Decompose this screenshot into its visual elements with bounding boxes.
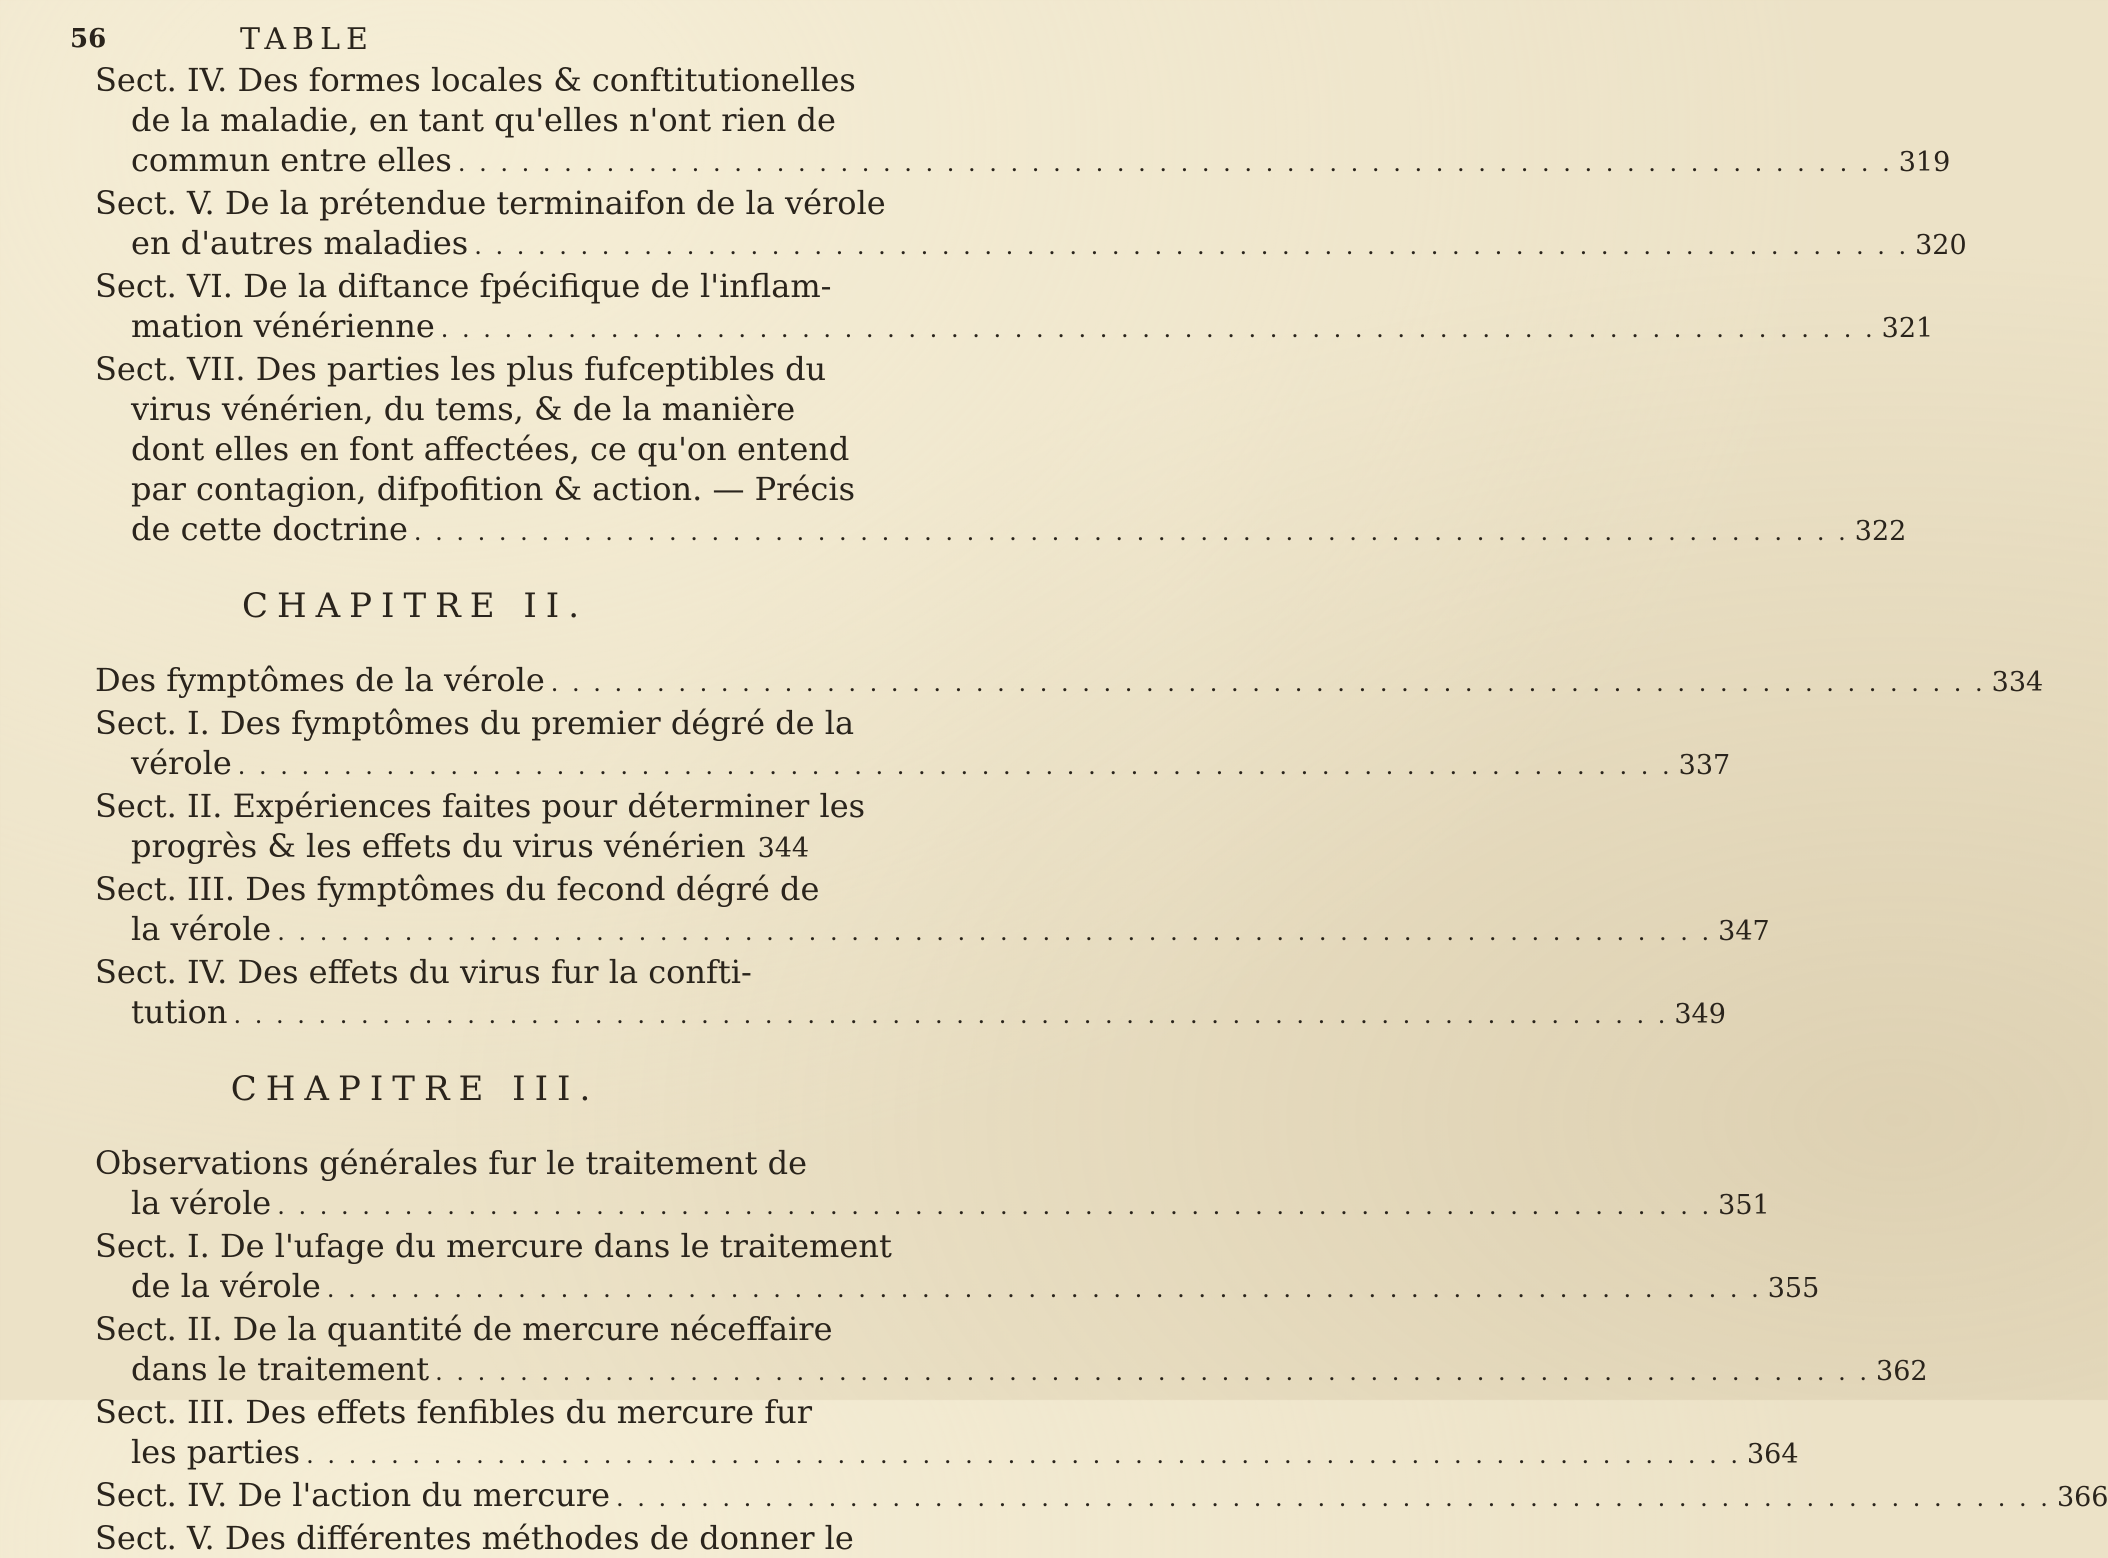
entry-last-line bbox=[95, 1432, 1799, 1475]
entry-line: Observations générales fur le traitement de bbox=[95, 1144, 808, 1182]
entry-page-number: 320 bbox=[1915, 230, 1967, 261]
entry-text: tution bbox=[131, 993, 228, 1031]
toc-entry bbox=[95, 660, 2044, 703]
entry-page-number: 366 bbox=[2056, 1482, 2108, 1513]
entry-text: dans le traitement bbox=[131, 1350, 430, 1388]
toc-entry bbox=[95, 266, 1934, 349]
entry-page-number: 321 bbox=[1881, 313, 1934, 344]
entry-last-line bbox=[95, 992, 1726, 1035]
entry-text: commun entre elles bbox=[131, 141, 452, 179]
leader-dots bbox=[441, 309, 1876, 349]
leader-dots bbox=[277, 1186, 1712, 1226]
entry-line: Sect. II. Expériences faites pour déterminer les bbox=[95, 787, 866, 825]
entry-last-line bbox=[95, 909, 1770, 952]
entry-page-number: 319 bbox=[1898, 147, 1951, 178]
entry-line: Sect. III. Des effets fenfibles du mercure fur bbox=[95, 1393, 813, 1431]
toc-entry bbox=[95, 349, 1907, 552]
leader-dots bbox=[238, 746, 1673, 786]
entry-text: Sect. IV. De l'action du mercure bbox=[95, 1476, 611, 1514]
entry-last-line bbox=[95, 223, 1967, 266]
entry-line: dont elles en font affectées, ce qu'on entend bbox=[131, 430, 850, 468]
entry-page-number: 347 bbox=[1718, 916, 1770, 947]
entry-line: de la maladie, en tant qu'elles n'ont rien de bbox=[131, 101, 836, 139]
entry-last-line bbox=[95, 660, 2044, 703]
entry-line: Sect. IV. Des formes locales & conftitutionelles bbox=[95, 61, 856, 99]
chapter-heading: CHAPITRE II. bbox=[241, 586, 589, 626]
entry-text: la vérole bbox=[131, 910, 272, 948]
toc-entry bbox=[95, 1392, 1799, 1475]
entry-text: en d'autres maladies bbox=[131, 224, 469, 262]
entry-last-line bbox=[95, 509, 1907, 552]
toc-entry bbox=[95, 60, 1951, 183]
running-head bbox=[70, 22, 690, 58]
entry-last-line bbox=[95, 1349, 1928, 1392]
leader-dots bbox=[616, 1478, 2051, 1518]
leader-dots bbox=[414, 512, 1849, 552]
leader-dots bbox=[551, 663, 1986, 703]
entry-last-line bbox=[95, 1475, 2108, 1518]
entry-page-number: 355 bbox=[1767, 1273, 1820, 1304]
leader-dots bbox=[474, 226, 1909, 266]
toc-entry bbox=[95, 1226, 1820, 1309]
entry-line: Sect. I. De l'ufage du mercure dans le traitement bbox=[95, 1227, 892, 1265]
toc-entry bbox=[95, 1475, 2108, 1518]
entry-last-line bbox=[95, 826, 810, 869]
entry-line: Sect. VII. Des parties les plus fufceptibles du bbox=[95, 350, 827, 388]
entry-page-number: 349 bbox=[1674, 999, 1726, 1030]
entry-last-line bbox=[95, 1266, 1820, 1309]
entry-text: mation vénérienne bbox=[131, 307, 435, 345]
entry-line: virus vénérien, du tems, & de la manière bbox=[131, 390, 796, 428]
entry-text: la vérole bbox=[131, 1184, 272, 1222]
entry-line: Sect. III. Des fymptômes du fecond dégré de bbox=[95, 870, 820, 908]
toc-entry bbox=[95, 786, 866, 869]
leader-dots bbox=[458, 143, 1893, 183]
running-title: TABLE bbox=[240, 22, 374, 57]
page-number: 56 bbox=[70, 24, 107, 54]
leader-dots bbox=[435, 1352, 1870, 1392]
entry-page-number: 322 bbox=[1854, 516, 1907, 547]
toc-entry bbox=[95, 1143, 1770, 1226]
toc-entry bbox=[95, 703, 1731, 786]
entry-page-number: 344 bbox=[757, 833, 810, 864]
entry-line: Sect. VI. De la diftance fpécifique de l'inflam- bbox=[95, 267, 832, 305]
toc-entry bbox=[95, 183, 1967, 266]
leader-dots bbox=[233, 995, 1668, 1035]
entry-text: de cette doctrine bbox=[131, 510, 408, 548]
entry-page-number: 334 bbox=[1991, 667, 2044, 698]
entry-text: les parties bbox=[131, 1433, 301, 1471]
leader-dots bbox=[306, 1435, 1741, 1475]
entry-page-number: 362 bbox=[1876, 1356, 1928, 1387]
entry-text: progrès & les effets du virus vénérien bbox=[131, 827, 746, 865]
entry-last-line bbox=[95, 1183, 1770, 1226]
leader-dots bbox=[277, 912, 1712, 952]
entry-page-number: 351 bbox=[1718, 1190, 1770, 1221]
entry-page-number: 337 bbox=[1678, 750, 1731, 781]
entry-line: Sect. I. Des fymptômes du premier dégré de la bbox=[95, 704, 855, 742]
entry-line: Sect. V. De la prétendue terminaifon de la vérole bbox=[95, 184, 886, 222]
entry-line: par contagion, difpofition & action. — Précis bbox=[131, 470, 855, 508]
entry-text: vérole bbox=[131, 744, 232, 782]
entry-page-number: 364 bbox=[1746, 1439, 1799, 1470]
entry-line: Sect. V. Des différentes méthodes de donner le bbox=[95, 1519, 854, 1557]
leader-dots bbox=[327, 1269, 1762, 1309]
toc-entry bbox=[95, 1518, 854, 1558]
entry-last-line bbox=[95, 140, 1951, 183]
toc-entry bbox=[95, 869, 1770, 952]
entry-last-line bbox=[95, 306, 1934, 349]
entry-text: de la vérole bbox=[131, 1267, 321, 1305]
entry-text: Des fymptômes de la vérole bbox=[95, 661, 545, 699]
table-of-contents bbox=[95, 60, 2108, 1558]
entry-line: Sect. II. De la quantité de mercure néceffaire bbox=[95, 1310, 833, 1348]
toc-entry bbox=[95, 1309, 1928, 1392]
toc-entry bbox=[95, 952, 1726, 1035]
entry-line: Sect. IV. Des effets du virus fur la confti- bbox=[95, 953, 752, 991]
entry-last-line bbox=[95, 743, 1731, 786]
chapter-heading: CHAPITRE III. bbox=[230, 1069, 600, 1109]
